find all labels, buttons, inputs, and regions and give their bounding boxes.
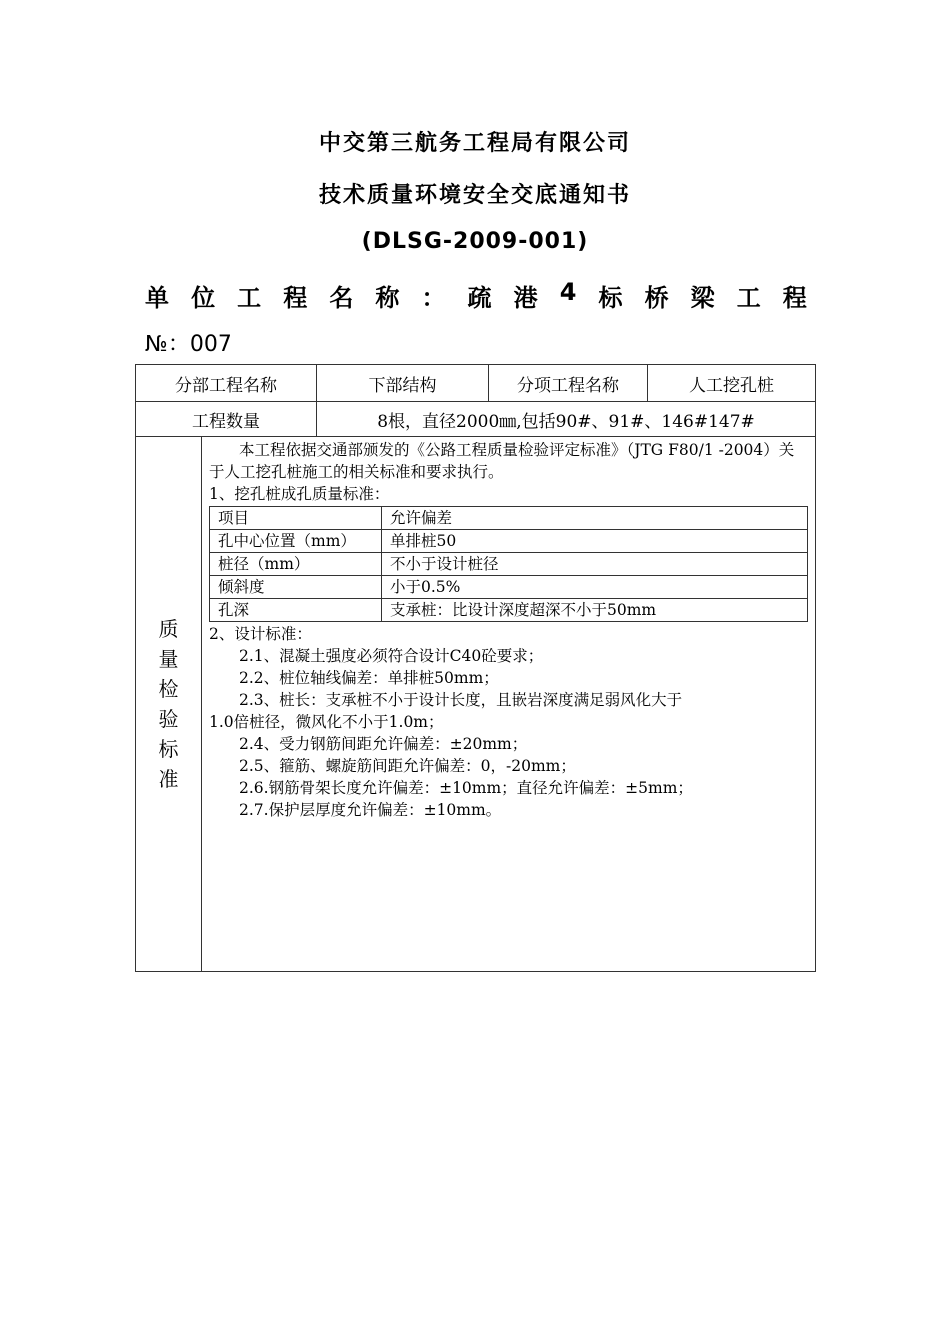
table-row (136, 402, 816, 437)
section-2-heading: 2、设计标准： (209, 625, 312, 643)
side-char: 准 (158, 767, 179, 791)
unit-char: 疏 (467, 284, 492, 312)
standard-item-continued: 1.0倍桩径，微风化不小于1.0m； (209, 713, 444, 731)
unit-char: 港 (513, 284, 538, 312)
quality-standard-label (136, 437, 202, 972)
unit-char: 工 (736, 284, 761, 312)
table-row (136, 437, 816, 972)
table-cell: 支承桩：比设计深度超深不小于50mm (382, 599, 808, 622)
unit-char: 程 (782, 284, 807, 312)
table-cell: 单排桩50 (382, 530, 808, 553)
standard-item: 2.6.钢筋骨架长度允许偏差：±10mm；直径允许偏差：±5mm； (239, 779, 693, 797)
standard-item: 2.4、受力钢筋间距允许偏差：±20mm； (239, 735, 528, 753)
table-row (136, 365, 816, 402)
unit-char: ： (421, 284, 446, 312)
side-char: 质 (158, 617, 179, 641)
intro-text: 本工程依据交通部颁发的《公路工程质量检验评定标准》（JTG F80/1 -2004）关于人工挖孔桩施工的相关标准和要求执行。 (209, 441, 795, 481)
document-code: (DLSG-2009-001) (361, 229, 589, 254)
table-cell: 倾斜度 (210, 576, 382, 599)
table-cell: 不小于设计桩径 (382, 553, 808, 576)
unit-char: 单 (145, 284, 169, 312)
section-1-heading: 1、挖孔桩成孔质量标准： (209, 485, 390, 503)
table-cell: 孔中心位置（mm） (210, 530, 382, 553)
standard-item: 2.5、箍筋、螺旋筋间距允许偏差：0，-20mm； (239, 757, 576, 775)
side-char: 量 (158, 647, 179, 671)
table-row (210, 553, 808, 576)
table-header-cell: 允许偏差 (382, 507, 808, 530)
table-header-cell: 项目 (210, 507, 382, 530)
sub-project-label: 分部工程名称 (136, 365, 317, 402)
standard-item: 2.2、桩位轴线偏差：单排桩50mm； (239, 669, 499, 687)
quantity-value: 8根，直径2000㎜,包括90#、91#、146#147# (317, 402, 816, 437)
unit-char: 4 (559, 278, 577, 306)
table-row (210, 576, 808, 599)
standard-item: 2.1、混凝土强度必须符合设计C40砼要求； (239, 647, 544, 665)
unit-char: 名 (329, 284, 354, 312)
side-char: 验 (158, 707, 179, 731)
unit-char: 位 (191, 284, 216, 312)
table-row (210, 530, 808, 553)
document-title: 技术质量环境安全交底通知书 (318, 183, 631, 208)
disclosure-table (135, 364, 816, 972)
table-row (210, 599, 808, 622)
unit-char: 标 (598, 284, 623, 312)
sub-project-value: 下部结构 (317, 365, 489, 402)
quantity-label: 工程数量 (136, 402, 317, 437)
unit-char: 程 (283, 284, 308, 312)
item-project-value: 人工挖孔桩 (648, 365, 816, 402)
document-number: №：007 (145, 332, 232, 357)
unit-char: 桥 (644, 284, 669, 312)
unit-char: 称 (375, 284, 400, 312)
unit-project-name (145, 278, 807, 313)
hole-quality-table (209, 506, 808, 622)
unit-char: 工 (237, 284, 262, 312)
table-cell: 孔深 (210, 599, 382, 622)
company-name: 中交第三航务工程局有限公司 (318, 131, 631, 156)
table-cell: 桩径（mm） (210, 553, 382, 576)
table-cell: 小于0.5% (382, 576, 808, 599)
table-row (210, 507, 808, 530)
standard-item: 2.3、桩长：支承桩不小于设计长度，且嵌岩深度满足弱风化大于 (239, 691, 683, 709)
side-char: 检 (158, 677, 179, 701)
standard-item: 2.7.保护层厚度允许偏差：±10mm。 (239, 801, 502, 819)
unit-char: 梁 (690, 284, 715, 312)
item-project-label: 分项工程名称 (489, 365, 648, 402)
quality-standard-content (202, 437, 816, 972)
side-char: 标 (158, 737, 179, 761)
